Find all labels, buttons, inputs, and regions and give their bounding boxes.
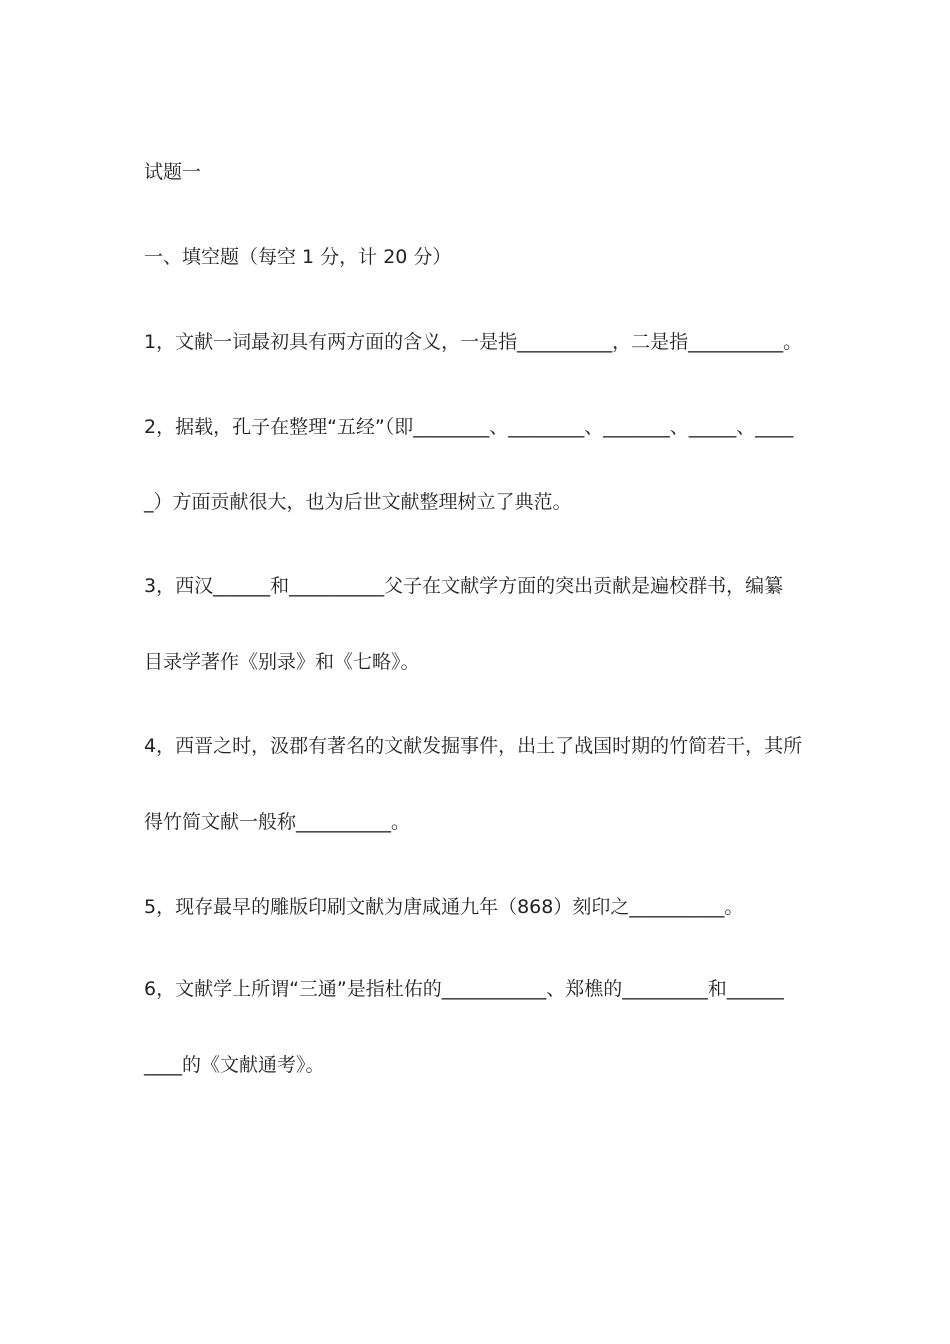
question-line: ____的《文献通考》。 — [144, 1054, 325, 1076]
section-heading: 一、填空题（每空 1 分，计 20 分） — [144, 246, 452, 268]
question-line: 3，西汉______和__________父子在文献学方面的突出贡献是遍校群书，编纂 — [144, 575, 784, 597]
document-title: 试题一 — [144, 161, 202, 183]
question-line: 4，西晋之时，汲郡有著名的文献发掘事件，出土了战国时期的竹简若干，其所 — [144, 735, 803, 757]
question-line: 2，据载，孔子在整理“五经”（即________、________、_______、_____、____ — [144, 416, 794, 438]
question-line: 6，文献学上所谓“三通”是指杜佑的___________、郑樵的_________和______ — [144, 978, 784, 1000]
question-line: 目录学著作《别录》和《七略》。 — [144, 651, 420, 673]
question-line: 1，文献一词最初具有两方面的含义，一是指__________，二是指__________。 — [144, 331, 803, 353]
question-line: 得竹简文献一般称__________。 — [144, 811, 411, 833]
question-line: 5，现存最早的雕版印刷文献为唐咸通九年（868）刻印之__________。 — [144, 896, 744, 918]
question-line: _）方面贡献很大，也为后世文献整理树立了典范。 — [144, 491, 572, 513]
